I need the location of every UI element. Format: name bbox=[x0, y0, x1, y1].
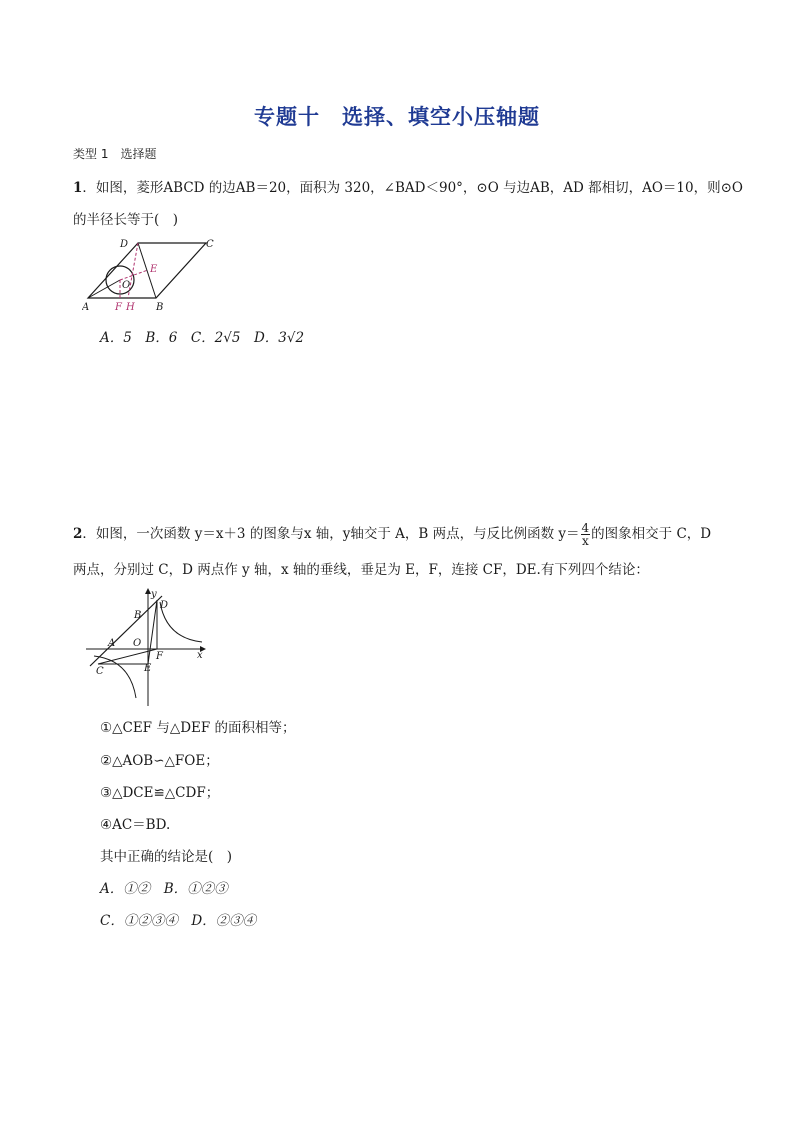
conclusion-2: ②△AOB∽△FOE； bbox=[100, 753, 219, 769]
segment-ao bbox=[88, 280, 120, 298]
question-1-number: 1 bbox=[73, 180, 83, 196]
question-2-text-1a: ．如图，一次函数 y＝x＋3 的图象与x 轴，y轴交于 A，B 两点，与反比例函数 y＝ bbox=[82, 526, 580, 542]
conclusion-4: ④AC＝BD. bbox=[100, 817, 171, 833]
question-2-options-1: A．①② B．①②③ bbox=[100, 881, 228, 897]
conclusion-1: ①△CEF 与△DEF 的面积相等； bbox=[100, 720, 296, 736]
fraction-4-over-x bbox=[581, 522, 591, 547]
label-h: H bbox=[126, 302, 135, 313]
label-d: D bbox=[120, 239, 129, 250]
label-b: B bbox=[134, 610, 142, 621]
label-a: A bbox=[82, 302, 90, 313]
label-d: D bbox=[160, 600, 169, 611]
question-1-options: A．5 B．6 C．2√5 D．3√2 bbox=[100, 330, 305, 346]
question-2-text-1b: 的图象相交于 C，D bbox=[591, 526, 712, 542]
fraction-denominator: x bbox=[581, 534, 589, 548]
question-1-figure bbox=[82, 234, 217, 314]
hyperbola-branch-2 bbox=[94, 656, 136, 698]
question-2-options-2: C．①②③④ D．②③④ bbox=[100, 913, 257, 929]
question-2-line-1 bbox=[73, 522, 711, 547]
question-1-line-2: 的半径长等于( ) bbox=[73, 212, 179, 228]
question-2-figure bbox=[84, 588, 214, 708]
question-2-prompt: 其中正确的结论是( ) bbox=[100, 849, 233, 865]
label-y: y bbox=[151, 589, 157, 600]
label-e: E bbox=[150, 264, 158, 275]
fraction-numerator: 4 bbox=[581, 521, 590, 535]
conclusion-3: ③△DCE≌△CDF； bbox=[100, 785, 220, 801]
label-f: F bbox=[156, 651, 163, 662]
label-x: x bbox=[197, 650, 203, 661]
label-b: B bbox=[156, 302, 164, 313]
label-a: A bbox=[108, 638, 116, 649]
section-label: 类型 1 选择题 bbox=[73, 147, 157, 161]
label-o: O bbox=[133, 638, 142, 649]
question-2-number: 2 bbox=[73, 526, 83, 542]
label-c: C bbox=[96, 666, 104, 677]
question-1-line-1 bbox=[73, 176, 743, 196]
label-e: E bbox=[144, 663, 152, 674]
question-2-line-2: 两点，分别过 C，D 两点作 y 轴，x 轴的垂线，垂足为 E，F，连接 CF，DE.有下列四个结论： bbox=[73, 562, 649, 578]
label-f: F bbox=[115, 302, 122, 313]
label-c: C bbox=[206, 239, 214, 250]
page-title: 专题十 选择、填空小压轴题 bbox=[254, 105, 540, 129]
line-y-equals-x-plus-3 bbox=[90, 596, 162, 666]
question-1-text-1: ．如图，菱形ABCD 的边AB＝20，面积为 320，∠BAD＜90°，⊙O 与边AB，AD 都相切，AO＝10，则⊙O bbox=[82, 180, 743, 196]
label-o: O bbox=[122, 280, 131, 291]
